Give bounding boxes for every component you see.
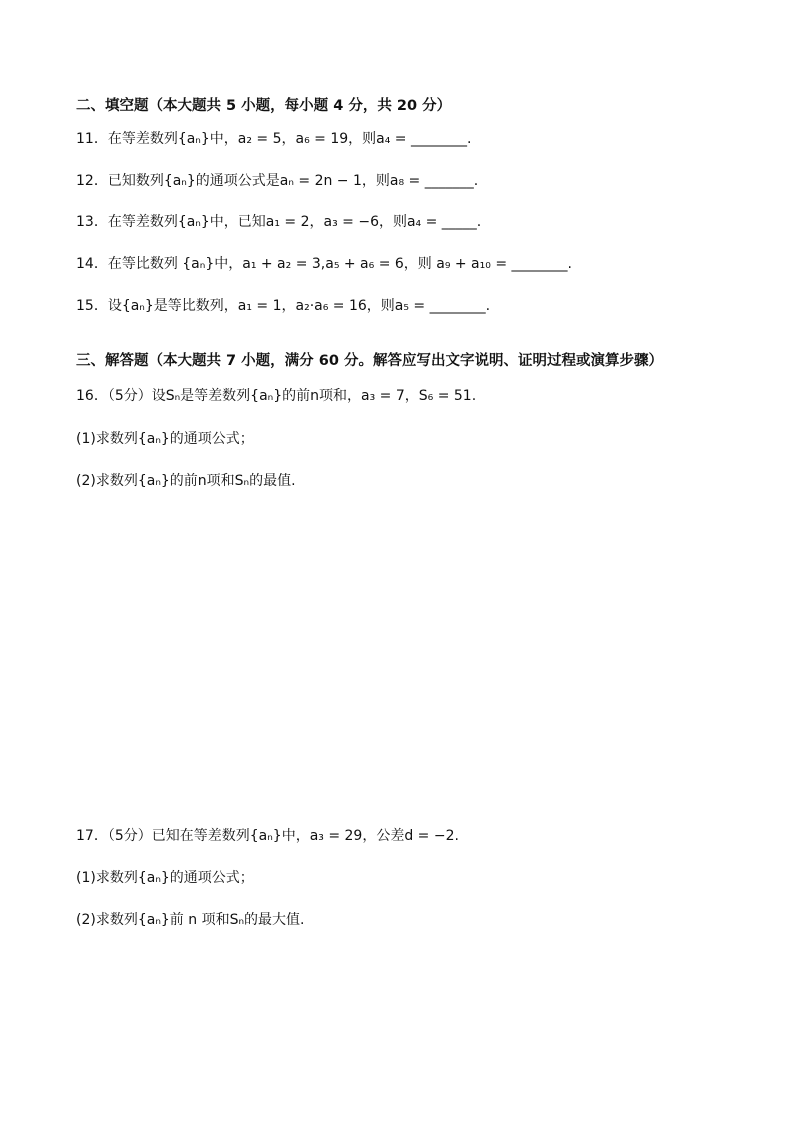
question-17-part-2: (2)求数列{aₙ}前 n 项和Sₙ的最大值. [76, 912, 305, 928]
question-17-part-1: (1)求数列{aₙ}的通项公式； [76, 870, 254, 886]
question-13: 13．在等差数列{aₙ}中，已知a₁ = 2，a₃ = −6，则a₄ = _____. [76, 214, 482, 230]
question-15: 15．设{aₙ}是等比数列，a₁ = 1，a₂·a₆ = 16，则a₅ = ________. [76, 298, 491, 314]
question-14: 14．在等比数列 {aₙ}中，a₁ + a₂ = 3,a₅ + a₆ = 6，则 a₉ + a₁₀ = ________. [76, 256, 572, 272]
section-3-heading: 三、解答题（本大题共 7 小题，满分 60 分。解答应写出文字说明、证明过程或演算步骤） [76, 353, 663, 369]
question-16: 16．（5分）设Sₙ是等差数列{aₙ}的前n项和，a₃ = 7，S₆ = 51. [76, 388, 477, 404]
question-11: 11．在等差数列{aₙ}中，a₂ = 5，a₆ = 19，则a₄ = ________. [76, 131, 472, 147]
question-16-part-1: (1)求数列{aₙ}的通项公式； [76, 431, 254, 447]
question-16-part-2: (2)求数列{aₙ}的前n项和Sₙ的最值. [76, 473, 296, 489]
section-2-heading: 二、填空题（本大题共 5 小题，每小题 4 分，共 20 分） [76, 98, 452, 114]
question-12: 12．已知数列{aₙ}的通项公式是aₙ = 2n − 1，则a₈ = _______. [76, 173, 479, 189]
question-17: 17．（5分）已知在等差数列{aₙ}中，a₃ = 29，公差d = −2. [76, 828, 459, 844]
